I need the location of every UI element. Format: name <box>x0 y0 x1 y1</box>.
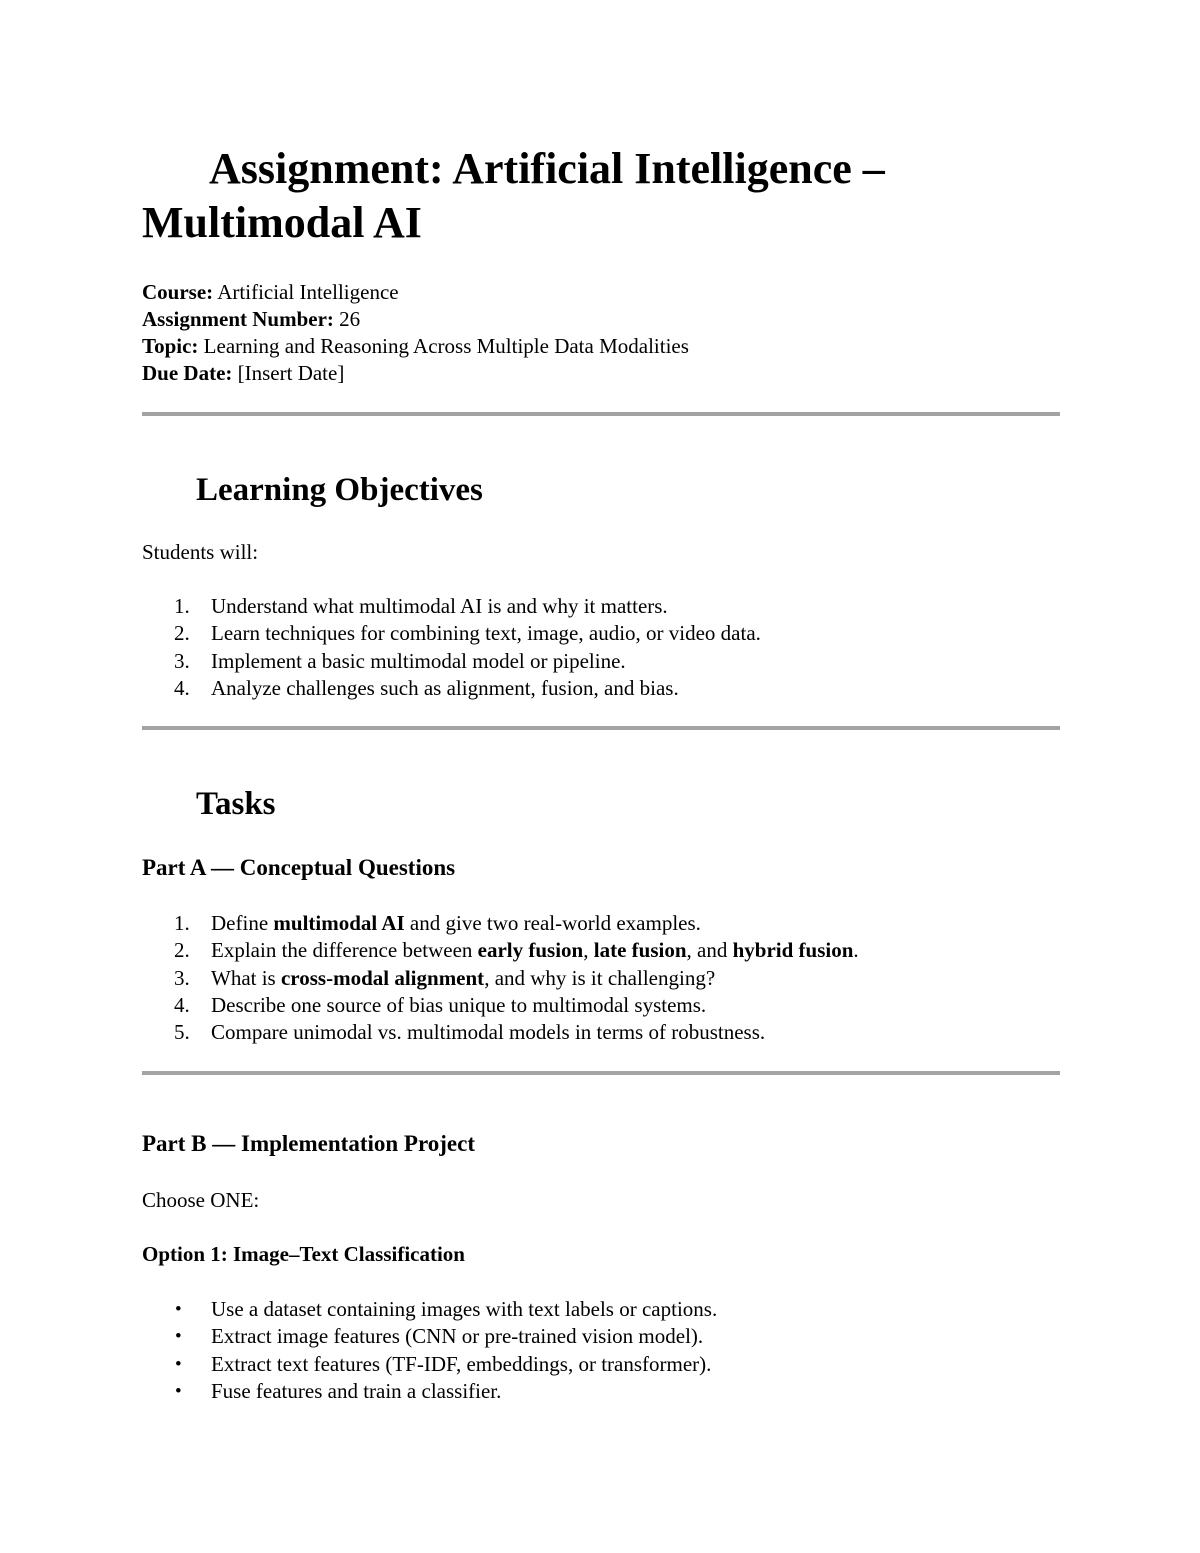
list-item <box>142 965 859 992</box>
list-item <box>142 937 859 964</box>
part-b-intro: Choose ONE: <box>142 1188 260 1212</box>
question-text: , and <box>686 938 733 963</box>
list-item <box>142 648 761 675</box>
list-item-text: Analyze challenges such as alignment, fusion, and bias. <box>211 675 679 700</box>
question-text: , and why is it challenging? <box>484 965 716 990</box>
part-a-heading: Part A — Conceptual Questions <box>142 855 456 880</box>
list-item <box>142 1378 717 1405</box>
list-item <box>142 620 761 647</box>
assignment-meta <box>142 279 689 387</box>
list-item <box>142 593 761 620</box>
list-number: 4. <box>174 992 190 1017</box>
horizontal-divider <box>142 412 1060 416</box>
list-item <box>142 992 859 1019</box>
option-1-list <box>142 1296 717 1405</box>
list-item <box>142 1351 717 1378</box>
key-term: hybrid fusion <box>732 938 854 963</box>
meta-value: Artificial Intelligence <box>217 280 399 304</box>
part-b-heading: Part B — Implementation Project <box>142 1131 475 1156</box>
question-text: Describe one source of bias unique to multimodal systems. <box>211 992 707 1017</box>
question-text: What is <box>211 965 281 990</box>
meta-label: Assignment Number: <box>142 307 334 331</box>
list-item <box>142 1323 717 1350</box>
list-number: 2. <box>174 938 190 963</box>
list-item-text: Extract image features (CNN or pre-trained vision model). <box>211 1324 704 1349</box>
list-number: 1. <box>174 594 190 618</box>
meta-assignment-number <box>142 306 689 333</box>
key-term: multimodal AI <box>273 911 405 935</box>
list-number: 3. <box>174 965 190 990</box>
horizontal-divider <box>142 726 1060 730</box>
part-a-questions <box>142 910 859 1046</box>
list-item <box>142 910 859 937</box>
meta-topic <box>142 333 689 360</box>
list-item-text: Understand what multimodal AI is and why it matters. <box>211 594 668 618</box>
bullet-icon: • <box>175 1326 182 1348</box>
question-text: and give two real-world examples. <box>404 911 701 935</box>
key-term: cross-modal alignment <box>280 965 485 990</box>
objectives-list <box>142 593 761 702</box>
horizontal-divider <box>142 1071 1060 1075</box>
list-item <box>142 1296 717 1323</box>
list-number: 3. <box>174 648 190 673</box>
meta-value: [Insert Date] <box>237 361 345 385</box>
key-term: late fusion <box>593 938 687 963</box>
list-item <box>142 675 761 702</box>
tasks-heading: Tasks <box>196 786 276 822</box>
meta-value: 26 <box>339 307 361 331</box>
bullet-icon: • <box>175 1353 182 1375</box>
question-text: Compare unimodal vs. multimodal models in terms of robustness. <box>211 1020 766 1045</box>
list-number: 4. <box>174 675 190 700</box>
meta-value: Learning and Reasoning Across Multiple Data Modalities <box>203 334 689 358</box>
question-text: Define <box>211 911 274 935</box>
list-item <box>142 1019 859 1046</box>
bullet-icon: • <box>175 1299 182 1320</box>
meta-course <box>142 279 689 306</box>
learning-objectives-heading: Learning Objectives <box>196 472 483 508</box>
option-1-heading: Option 1: Image–Text Classification <box>142 1242 465 1266</box>
question-text: , <box>583 938 594 963</box>
meta-label: Course: <box>142 280 214 304</box>
list-item-text: Extract text features (TF-IDF, embeddings, or transformer). <box>211 1351 712 1376</box>
page-title: Assignment: Artificial Intelligence – Multimodal AI <box>142 144 885 247</box>
bullet-icon: • <box>175 1380 182 1402</box>
list-item-text: Use a dataset containing images with text labels or captions. <box>211 1297 718 1321</box>
list-item-text: Implement a basic multimodal model or pipeline. <box>211 648 626 673</box>
meta-due-date <box>142 360 689 387</box>
meta-label: Topic: <box>142 334 199 358</box>
question-text: . <box>853 938 859 963</box>
list-number: 1. <box>174 911 190 935</box>
list-item-text: Fuse features and train a classifier. <box>211 1378 502 1403</box>
list-number: 5. <box>174 1020 190 1045</box>
meta-label: Due Date: <box>142 361 233 385</box>
list-item-text: Learn techniques for combining text, image, audio, or video data. <box>211 621 761 646</box>
key-term: early fusion <box>477 938 584 963</box>
list-number: 2. <box>174 621 190 646</box>
objectives-intro: Students will: <box>142 540 259 564</box>
question-text: Explain the difference between <box>211 938 478 963</box>
